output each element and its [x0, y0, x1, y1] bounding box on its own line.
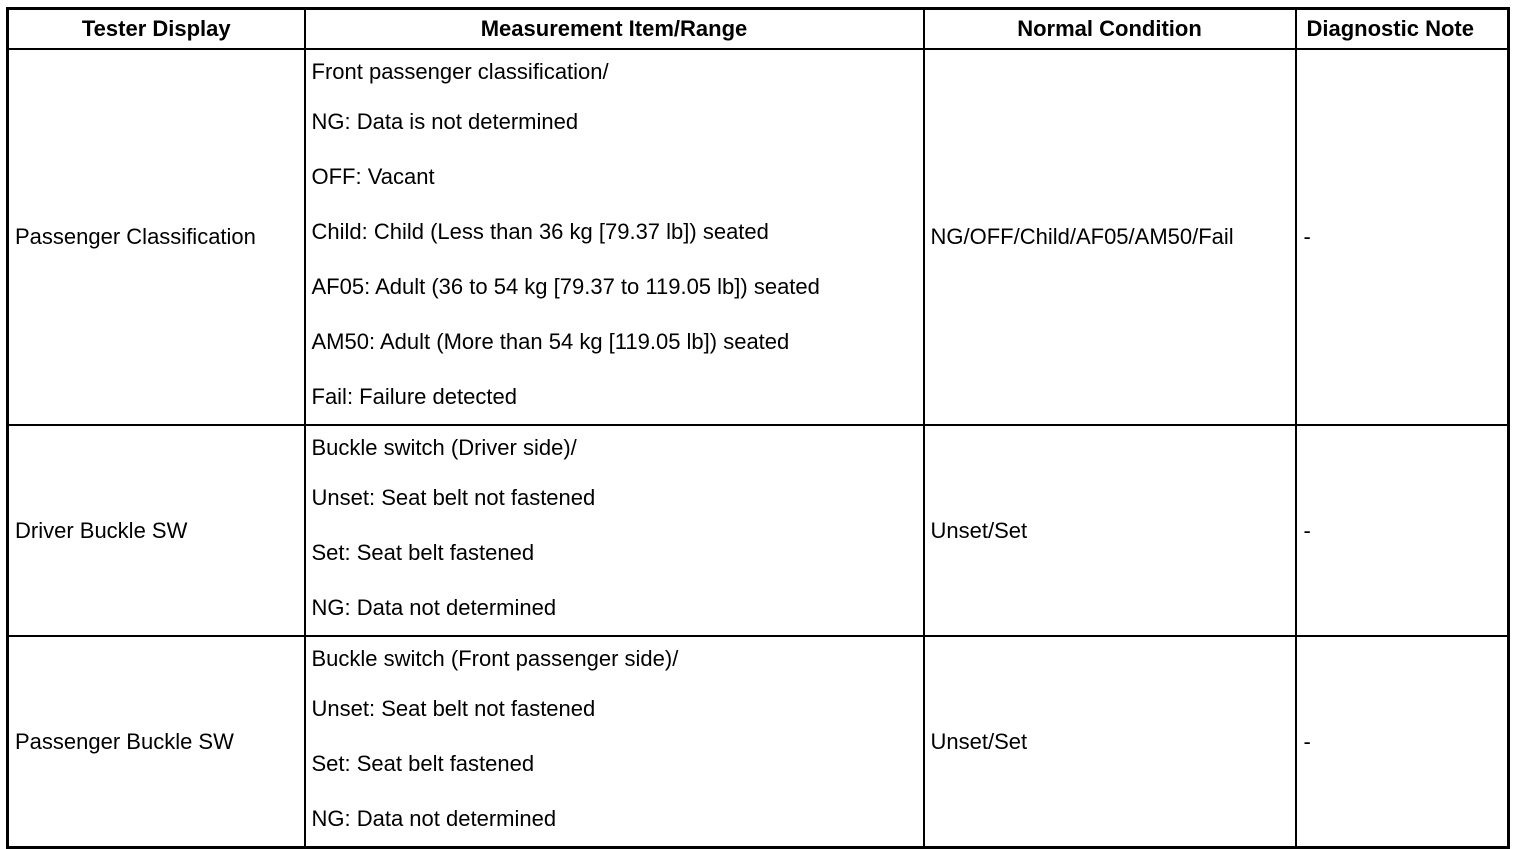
range-line: AM50: Adult (More than 54 kg [119.05 lb]) seated: [311, 329, 790, 354]
range-line: Buckle switch (Front passenger side)/: [311, 646, 679, 671]
data-table-container: [6, 7, 1507, 849]
tester-data-table: [6, 7, 1510, 849]
table-row: [8, 636, 1509, 848]
range-line: Set: Seat belt fastened: [311, 540, 535, 565]
normal-condition-cell: Unset/Set: [924, 425, 1296, 636]
range-line: NG: Data is not determined: [311, 109, 579, 134]
measurement-range-cell: [305, 49, 924, 425]
measurement-range-cell: [305, 425, 924, 636]
tester-display-cell: Driver Buckle SW: [8, 425, 305, 636]
tester-display-cell: Passenger Buckle SW: [8, 636, 305, 848]
range-line: Buckle switch (Driver side)/: [311, 435, 577, 460]
header-measurement-item-range: Measurement Item/Range: [305, 9, 924, 50]
diagnostic-note-cell: -: [1296, 49, 1509, 425]
range-line: NG: Data not determined: [311, 806, 557, 831]
diagnostic-note-cell: -: [1296, 636, 1509, 848]
diagnostic-note-cell: -: [1296, 425, 1509, 636]
range-line: Fail: Failure detected: [311, 384, 517, 409]
table-header-row: [8, 9, 1509, 50]
range-line: NG: Data not determined: [311, 595, 557, 620]
header-normal-condition: Normal Condition: [924, 9, 1296, 50]
normal-condition-cell: Unset/Set: [924, 636, 1296, 848]
measurement-range-cell: [305, 636, 924, 848]
range-line: Front passenger classification/: [311, 59, 609, 84]
range-line: Child: Child (Less than 36 kg [79.37 lb]) seated: [311, 219, 769, 244]
range-line: Set: Seat belt fastened: [311, 751, 535, 776]
table-row: [8, 425, 1509, 636]
tester-display-cell: Passenger Classification: [8, 49, 305, 425]
header-tester-display: Tester Display: [8, 9, 305, 50]
range-line: Unset: Seat belt not fastened: [311, 485, 596, 510]
range-line: OFF: Vacant: [311, 164, 435, 189]
normal-condition-cell: NG/OFF/Child/AF05/AM50/Fail: [924, 49, 1296, 425]
range-line: Unset: Seat belt not fastened: [311, 696, 596, 721]
table-row: [8, 49, 1509, 425]
header-diagnostic-note: Diagnostic Note: [1296, 9, 1509, 50]
range-line: AF05: Adult (36 to 54 kg [79.37 to 119.05 lb]) seated: [311, 274, 820, 299]
